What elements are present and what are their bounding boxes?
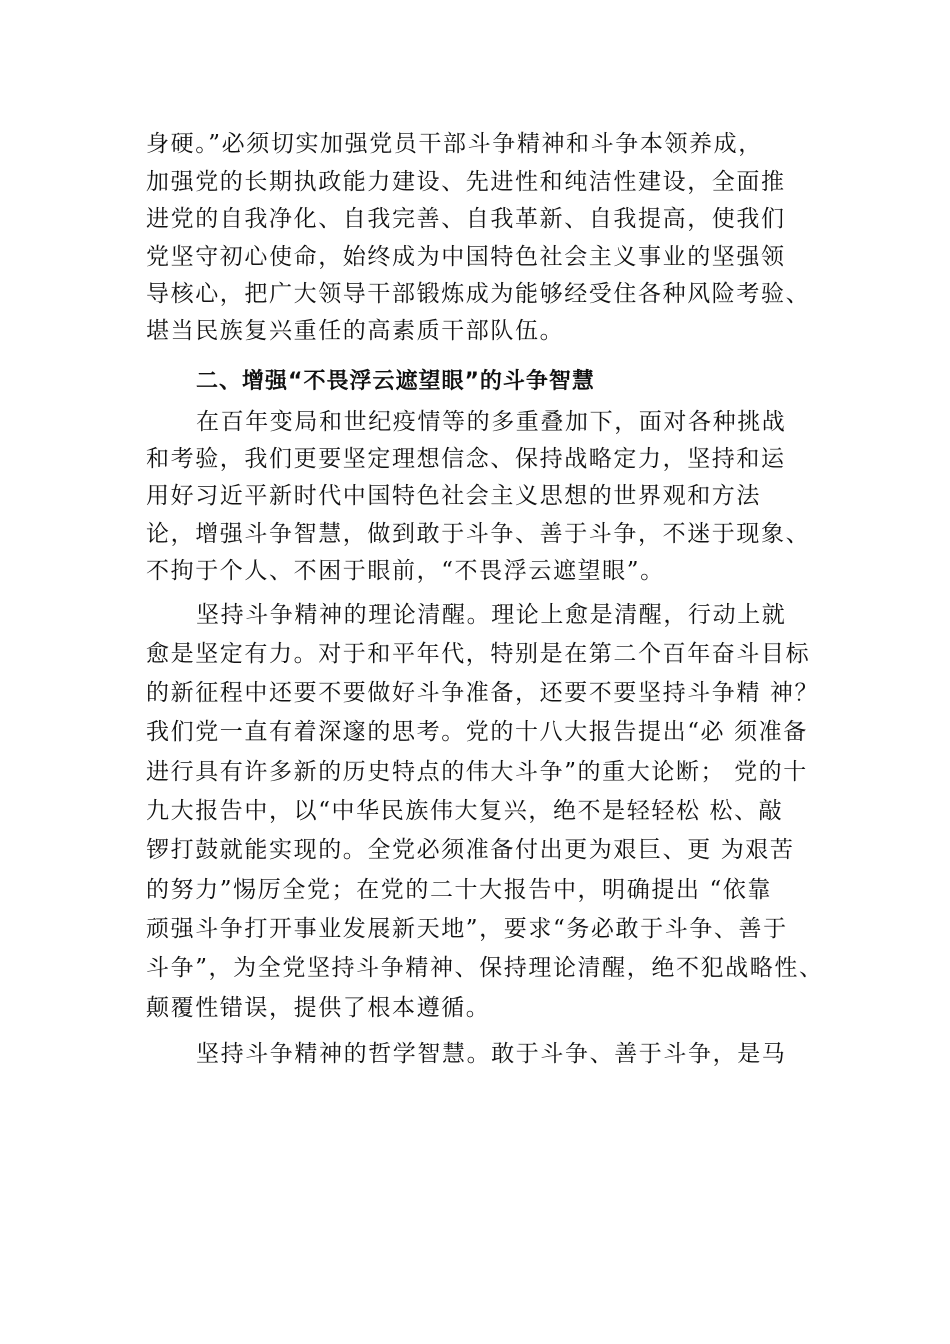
body-text-line: 顽强斗争打开事业发展新天地”，要求“务必敢于斗争、善于: [146, 916, 788, 942]
body-text-line: 锣打鼓就能实现的。全党必须准备付出更为艰巨、更 为艰苦: [146, 837, 795, 863]
body-text-line: 堪当民族复兴重任的高素质干部队伍。: [146, 318, 565, 344]
paragraph-first-line: 坚持斗争精神的哲学智慧。敢于斗争、善于斗争，是马: [196, 1041, 787, 1067]
body-text-line: 进党的自我净化、自我完善、自我革新、自我提高，使我们: [146, 206, 786, 232]
body-text-line: 颠覆性错误，提供了根本遵循。: [146, 995, 491, 1021]
section-heading: 二、增强“不畏浮云遮望眼”的斗争智慧: [196, 369, 595, 394]
body-text-line: 的新征程中还要不要做好斗争准备，还要不要坚持斗争精 神？: [146, 680, 820, 706]
body-text-line: 导核心，把广大领导干部锻炼成为能够经受住各种风险考验、: [146, 281, 811, 307]
body-text-line: 论，增强斗争智慧，做到敢于斗争、善于斗争，不迷于现象、: [146, 521, 811, 547]
body-text-line: 我们党一直有着深邃的思考。党的十八大报告提出“必 须准备: [146, 719, 808, 745]
body-text-line: 加强党的长期执政能力建设、先进性和纯洁性建设，全面推: [146, 169, 786, 195]
paragraph-first-line: 在百年变局和世纪疫情等的多重叠加下，面对各种挑战: [196, 409, 787, 435]
body-text-line: 愈是坚定有力。对于和平年代，特别是在第二个百年奋斗目标: [146, 641, 811, 667]
body-text-line: 的努力”惕厉全党；在党的二十大报告中，明确提出 “依靠: [146, 877, 773, 903]
paragraph-first-line: 坚持斗争精神的理论清醒。理论上愈是清醒，行动上就: [196, 602, 787, 628]
body-text-line: 斗争”，为全党坚持斗争精神、保持理论清醒，绝不犯战略性、: [146, 955, 824, 981]
body-text-line: 党坚守初心使命，始终成为中国特色社会主义事业的坚强领: [146, 244, 786, 270]
body-text-line: 九大报告中，以“中华民族伟大复兴，绝不是轻轻松 松、敲: [146, 798, 784, 824]
body-text-line: 不拘于个人、不困于眼前，“不畏浮云遮望眼”。: [146, 558, 665, 584]
body-text-line: 身硬。”必须切实加强党员干部斗争精神和斗争本领养成，: [146, 131, 763, 157]
body-text-line: 和考验，我们更要坚定理想信念、保持战略定力，坚持和运: [146, 446, 786, 472]
body-text-line: 进行具有许多新的历史特点的伟大斗争”的重大论断； 党的十: [146, 759, 808, 785]
body-text-line: 用好习近平新时代中国特色社会主义思想的世界观和方法: [146, 483, 761, 509]
